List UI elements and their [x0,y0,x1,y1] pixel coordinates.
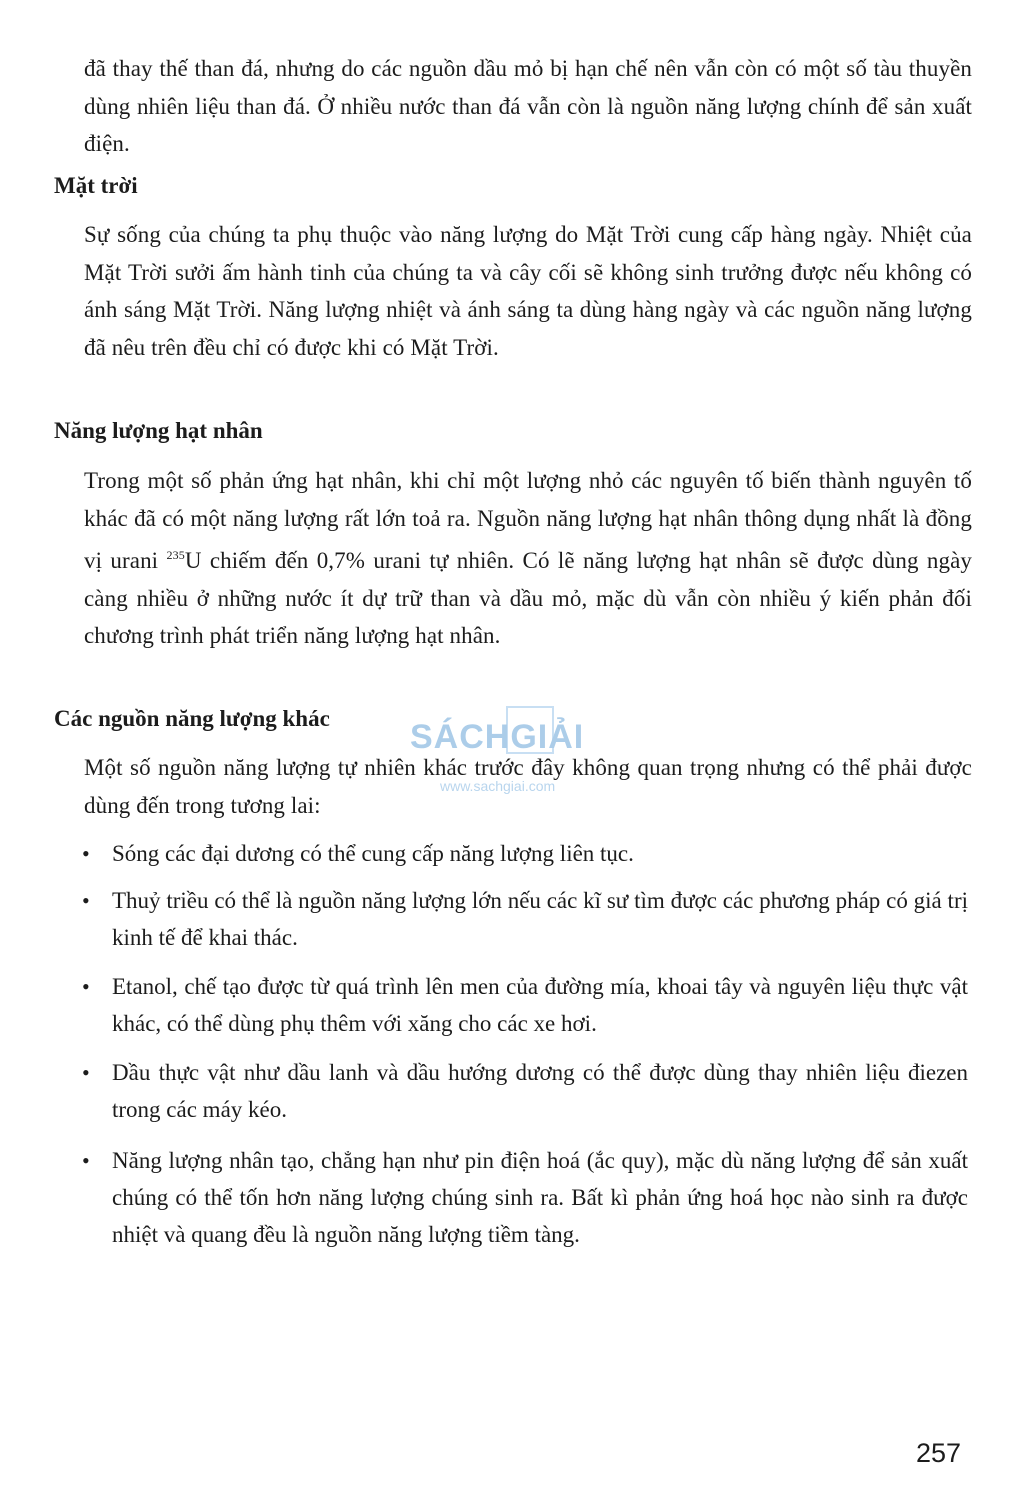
nuclear-paragraph [84,462,972,655]
other-sources-paragraph: Một số nguồn năng lượng tự nhiên khác trước đây không quan trọng nhưng có thể phải được dùng đến trong tương lai: [84,755,972,818]
watermark-title: SÁCHGIẢI [410,718,585,756]
bullet-icon: • [82,974,90,999]
list-item: Etanol, chế tạo được từ quá trình lên men của đường mía, khoai tây và nguyên liệu thực vật khác, có thể dùng phụ thêm với xăng cho các xe hơi. [112,974,968,1036]
heading-other-sources: Các nguồn năng lượng khác [54,706,330,731]
list-item: Năng lượng nhân tạo, chẳng hạn như pin điện hoá (ắc quy), mặc dù năng lượng để sản xuất chúng có thể tốn hơn năng lượng chúng sinh ra. Bất kì phản ứng hoá học nào sinh ra được nhiệt và quang đều là nguồn năng lượng tiềm tàng. [112,1148,968,1247]
bullet-icon: • [82,1148,90,1173]
nuclear-text-after: chiếm đến 0,7% urani tự nhiên. Có lẽ năng lượng hạt nhân sẽ được dùng ngày càng nhiều ở những nước ít dự trữ than và dầu mỏ, mặc dù vẫn còn nhiều ý kiến phản đối chương trình phát triển năng lượng hạt nhân. [84,548,972,648]
nuclear-text-before: Trong một số phản ứng hạt nhân, khi chỉ một lượng nhỏ các nguyên tố biến thành nguyên tố khác đã có một năng lượng rất lớn toả ra. Nguồn năng lượng hạt nhân thông dụng nhất là đồng vị urani [84,468,972,573]
watermark-logo [410,700,620,800]
heading-nuclear: Năng lượng hạt nhân [54,418,263,443]
sun-paragraph: Sự sống của chúng ta phụ thuộc vào năng lượng do Mặt Trời cung cấp hàng ngày. Nhiệt của Mặt Trời sưởi ấm hành tinh của chúng ta và cây cối sẽ không sinh trưởng được nếu không có ánh sáng Mặt Trời. Năng lượng nhiệt và ánh sáng ta dùng hàng ngày và các nguồn năng lượng đã nêu trên đều chỉ có được khi có Mặt Trời. [84,222,972,360]
isotope-symbol: U [184,548,202,573]
bullet-icon: • [82,888,90,913]
heading-sun: Mặt trời [54,173,138,198]
intro-paragraph: đã thay thế than đá, nhưng do các nguồn dầu mỏ bị hạn chế nên vẫn còn có một số tàu thuyền dùng nhiên liệu than đá. Ở nhiều nước than đá vẫn còn là nguồn năng lượng chính để sản xuất điện. [84,56,972,156]
bullet-icon: • [82,841,90,866]
isotope-mass-number: 235 [166,548,185,562]
list-item: Dầu thực vật như dầu lanh và dầu hướng dương có thể được dùng thay nhiên liệu điezen trong các máy kéo. [112,1060,968,1122]
bullet-icon: • [82,1060,90,1085]
list-item: Thuỷ triều có thể là nguồn năng lượng lớn nếu các kĩ sư tìm được các phương pháp có giá trị kinh tế để khai thác. [112,888,968,950]
page-number: 257 [916,1438,962,1468]
watermark-url: www.sachgiai.com [440,778,556,794]
list-item: Sóng các đại dương có thể cung cấp năng lượng liên tục. [112,841,634,866]
